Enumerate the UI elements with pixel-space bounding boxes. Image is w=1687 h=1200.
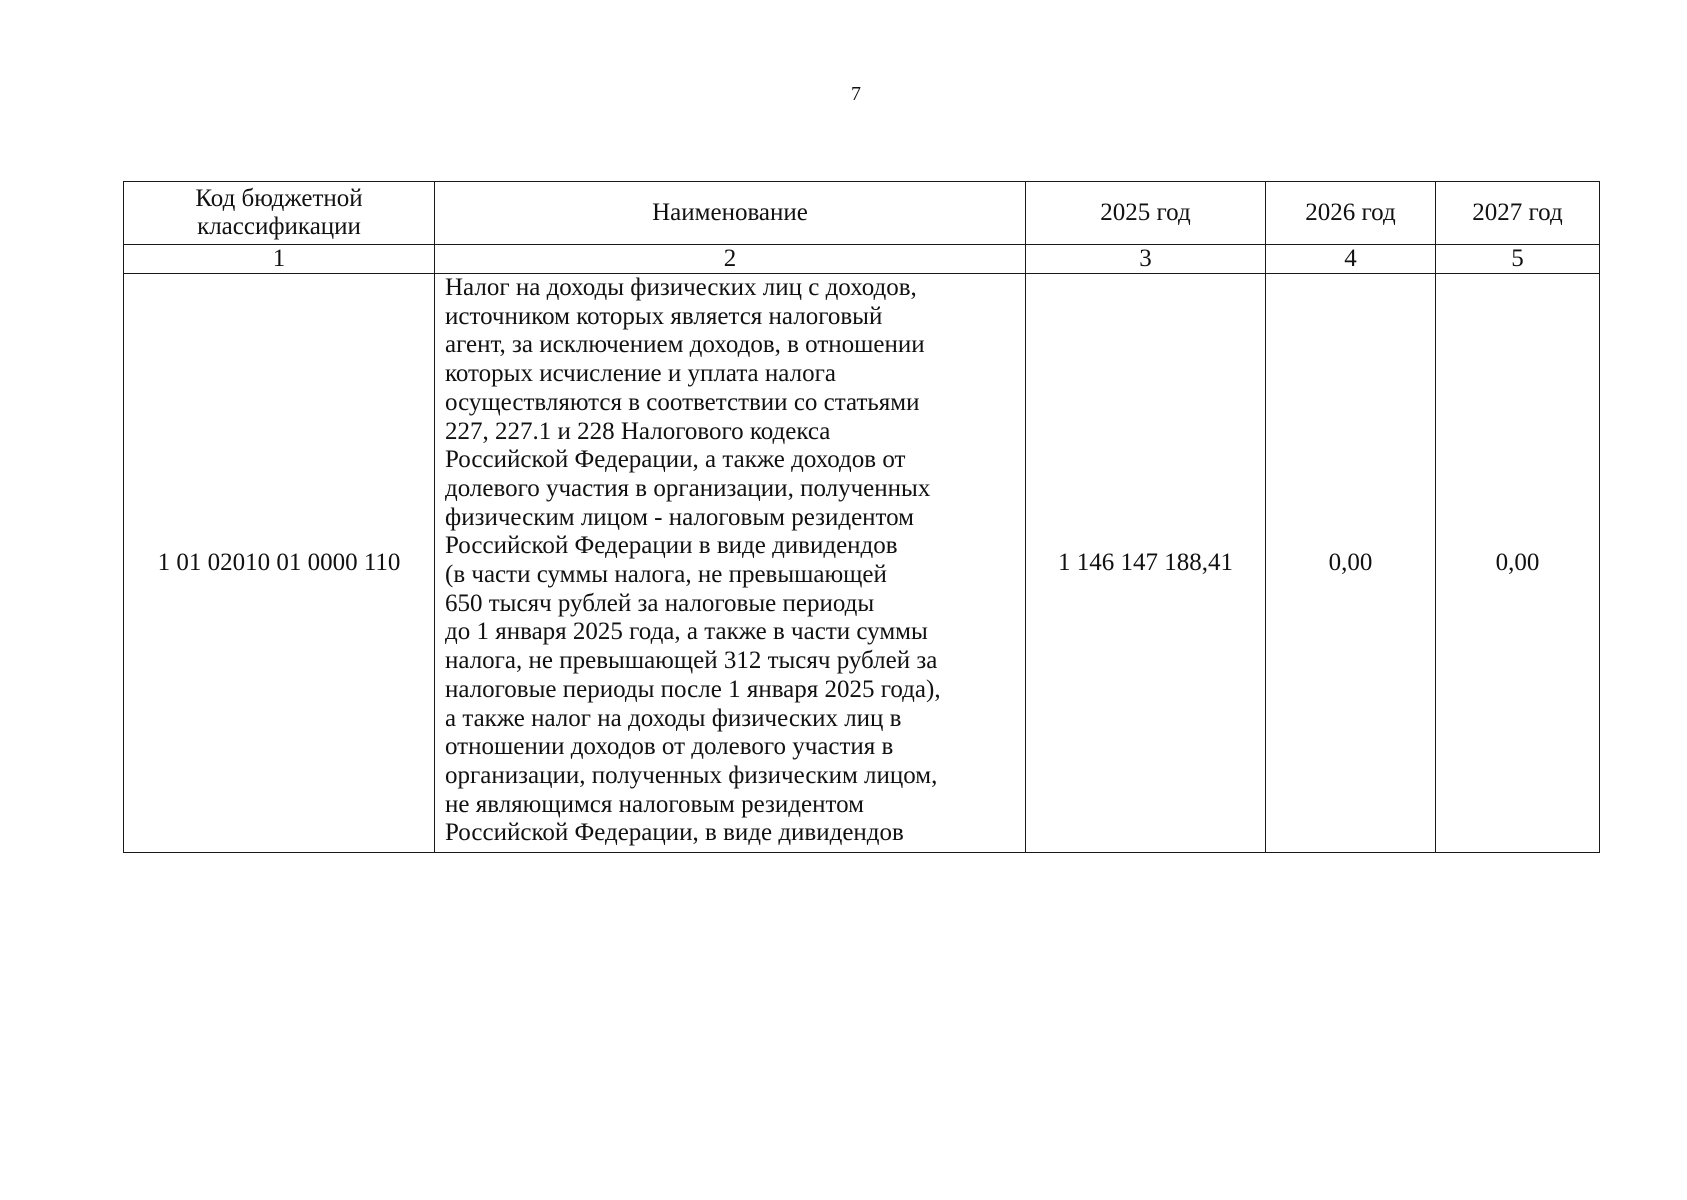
column-number: 3	[1026, 245, 1266, 274]
column-number: 5	[1436, 245, 1600, 274]
description-line: а также налог на доходы физических лиц в	[445, 704, 902, 732]
column-number-row	[124, 245, 1600, 274]
description-line: которых исчисление и уплата налога	[445, 360, 836, 388]
description-line: не являющимся налоговым резидентом	[445, 790, 864, 818]
column-number: 2	[435, 245, 1026, 274]
amount-2027-cell: 0,00	[1436, 274, 1600, 853]
description-line: агент, за исключением доходов, в отношении	[445, 331, 925, 359]
description-line: 227, 227.1 и 228 Налогового кодекса	[445, 417, 831, 445]
description-line: (в части суммы налога, не превышающей	[445, 561, 887, 589]
description-line: Российской Федерации, а также доходов от	[445, 446, 906, 474]
budget-code-cell: 1 01 02010 01 0000 110	[124, 274, 435, 853]
description-line: 650 тысяч рублей за налоговые периоды	[445, 589, 875, 617]
description-line: осуществляются в соответствии со статьями	[445, 388, 920, 416]
description-line: Российской Федерации, в виде дивидендов	[445, 819, 904, 847]
header-2027: 2027 год	[1436, 182, 1600, 245]
description-line: до 1 января 2025 года, а также в части суммы	[445, 618, 928, 646]
description-line: организации, полученных физическим лицом,	[445, 761, 938, 789]
description-cell	[435, 274, 1026, 853]
table-row	[124, 274, 1600, 853]
page-number: 7	[851, 83, 861, 105]
header-2026: 2026 год	[1266, 182, 1436, 245]
description-line: Российской Федерации в виде дивидендов	[445, 532, 898, 560]
description-line: физическим лицом - налоговым резидентом	[445, 503, 914, 531]
description-line: отношении доходов от долевого участия в	[445, 733, 894, 761]
column-number: 4	[1266, 245, 1436, 274]
header-name: Наименование	[435, 182, 1026, 245]
table-header-row	[124, 182, 1600, 245]
description-line: налоговые периоды после 1 января 2025 года),	[445, 675, 941, 703]
description-line: источником которых является налоговый	[445, 302, 883, 330]
description-line: долевого участия в организации, полученных	[445, 474, 931, 502]
amount-2025-cell: 1 146 147 188,41	[1026, 274, 1266, 853]
column-number: 1	[124, 245, 435, 274]
amount-2026-cell: 0,00	[1266, 274, 1436, 853]
header-2025: 2025 год	[1026, 182, 1266, 245]
header-code: Код бюджетной классификации	[124, 182, 435, 245]
description-line: налога, не превышающей 312 тысяч рублей за	[445, 647, 938, 675]
description-line: Налог на доходы физических лиц с доходов,	[445, 274, 917, 301]
budget-revenue-table	[123, 181, 1600, 853]
